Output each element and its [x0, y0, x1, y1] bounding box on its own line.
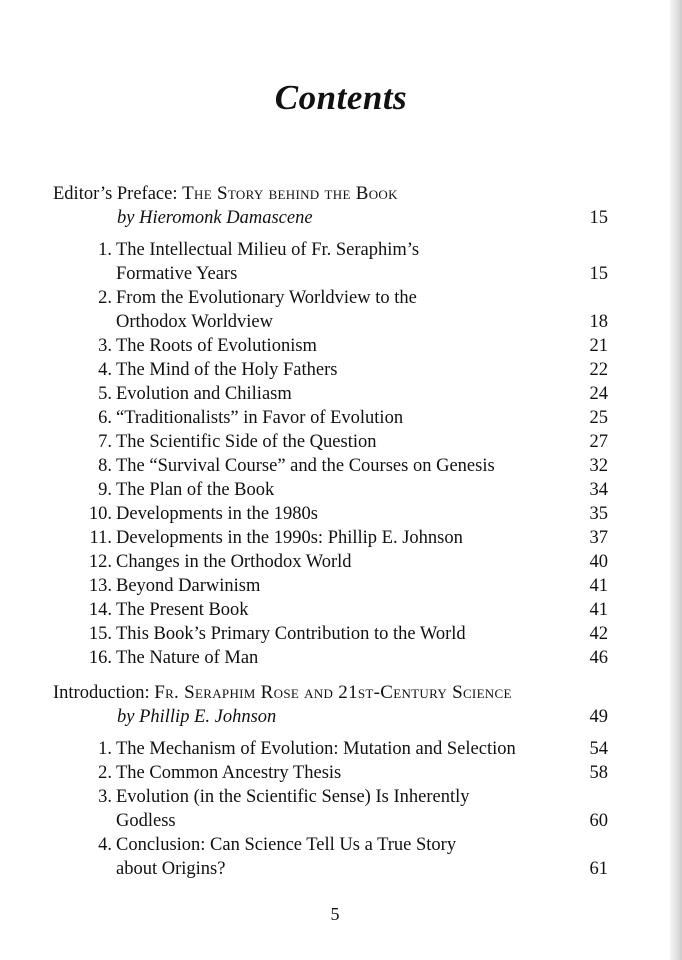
toc-entry-title: Developments in the 1980s [116, 504, 318, 524]
toc-entry-line [80, 834, 456, 856]
toc-entry-title: “Traditionalists” in Favor of Evolution [116, 408, 404, 428]
toc-entry-page: 32 [589, 456, 608, 476]
toc-entry-title: The Scientific Side of the Question [116, 432, 377, 452]
toc-entry-title: The Mind of the Holy Fathers [116, 360, 338, 380]
toc-entry-page: 25 [589, 408, 608, 428]
section-heading-prefix: Editor’s Preface: [53, 184, 183, 204]
toc-entry-line [80, 810, 176, 832]
toc-entry-number: 13. [88, 576, 112, 596]
toc-entry-title: Evolution (in the Scientific Sense) Is Inherently [116, 787, 470, 807]
toc-entry-line [80, 599, 249, 621]
toc-entry-page: 58 [589, 763, 608, 783]
section-heading-title: The Story behind the Book [182, 183, 398, 204]
toc-entry-title: The Present Book [116, 600, 249, 620]
toc-entry-line [80, 287, 417, 309]
toc-entry-number: 12. [88, 552, 112, 572]
toc-entry-page: 22 [589, 360, 608, 380]
toc-entry-line [80, 575, 260, 597]
toc-entry-number: 9. [98, 480, 112, 500]
toc-entry-line [80, 623, 466, 645]
section-byline: by Hieromonk Damascene [117, 208, 313, 228]
section-heading [53, 183, 398, 205]
toc-entry-number: 8. [98, 456, 112, 476]
toc-entry-page: 41 [589, 576, 608, 596]
toc-entry-number: 6. [98, 408, 112, 428]
toc-entry-number: 2. [98, 288, 112, 308]
toc-entry-title: The “Survival Course” and the Courses on Genesis [116, 456, 495, 476]
toc-entry-page: 24 [589, 384, 608, 404]
toc-entry-page: 54 [589, 739, 608, 759]
toc-entry-page: 27 [589, 432, 608, 452]
toc-entry-number: 1. [98, 240, 112, 260]
toc-entry-title: Godless [116, 811, 176, 831]
toc-entry-title: Orthodox Worldview [116, 312, 273, 332]
page-title: Contents [274, 78, 408, 117]
toc-entry-line [80, 551, 352, 573]
toc-entry-number: 11. [89, 528, 112, 548]
toc-entry-title: From the Evolutionary Worldview to the [116, 288, 417, 308]
toc-entry-line [80, 479, 274, 501]
toc-entry-title: This Book’s Primary Contribution to the World [116, 624, 466, 644]
toc-entry-page: 37 [589, 528, 608, 548]
toc-entry-number: 4. [98, 360, 112, 380]
toc-entry-title: Conclusion: Can Science Tell Us a True Story [116, 835, 457, 855]
toc-entry-title: Formative Years [116, 264, 238, 284]
toc-entry-page: 61 [589, 859, 608, 879]
toc-entry-number: 5. [98, 384, 112, 404]
toc-entry-page: 60 [589, 811, 608, 831]
toc-entry-page: 41 [589, 600, 608, 620]
toc-entry-title: The Nature of Man [116, 648, 259, 668]
toc-entry-line [80, 455, 495, 477]
toc-entry-title: The Common Ancestry Thesis [116, 763, 342, 783]
toc-entry-page: 34 [589, 480, 608, 500]
toc-entry-title: The Mechanism of Evolution: Mutation and Selection [116, 739, 516, 759]
toc-entry-line [80, 263, 237, 285]
toc-entry-page: 35 [589, 504, 608, 524]
toc-entry-number: 10. [88, 504, 112, 524]
toc-entry-title: The Roots of Evolutionism [116, 336, 317, 356]
section-byline: by Phillip E. Johnson [117, 707, 277, 727]
page-number: 5 [330, 904, 340, 924]
toc-entry-line [80, 239, 419, 261]
toc-entry-title: Developments in the 1990s: Phillip E. Johnson [116, 528, 463, 548]
toc-entry-line [80, 335, 317, 357]
toc-entry-title: Changes in the Orthodox World [116, 552, 352, 572]
toc-entry-page: 42 [589, 624, 608, 644]
toc-entry-line [80, 407, 403, 429]
byline-page-number: 15 [589, 208, 608, 228]
toc-entry-number: 1. [98, 739, 112, 759]
toc-entry-number: 3. [98, 336, 112, 356]
toc-entry-line [80, 431, 376, 453]
toc-entry-page: 21 [589, 336, 608, 356]
toc-entry-line [80, 503, 318, 525]
toc-entry-number: 15. [88, 624, 112, 644]
toc-entry-number: 3. [98, 787, 112, 807]
toc-entry-page: 46 [589, 648, 608, 668]
toc-entry-title: The Plan of the Book [116, 480, 275, 500]
toc-entry-title: The Intellectual Milieu of Fr. Seraphim’s [116, 240, 420, 260]
section-heading [53, 682, 512, 704]
toc-entry-line [80, 311, 273, 333]
toc-entry-line [80, 786, 469, 808]
toc-entry-title: about Origins? [116, 859, 226, 879]
section-heading-title: Fr. Seraphim Rose and 21st-Century Science [154, 682, 512, 703]
toc-entry-line [80, 762, 341, 784]
toc-entry-line [80, 383, 292, 405]
toc-entry-title: Evolution and Chiliasm [116, 384, 292, 404]
toc-entry-line [80, 359, 337, 381]
toc-entry-page: 40 [589, 552, 608, 572]
toc-entry-line [80, 527, 463, 549]
toc-entry-number: 7. [98, 432, 112, 452]
toc-entry-number: 2. [98, 763, 112, 783]
toc-entry-line [80, 647, 258, 669]
toc-entry-line [80, 738, 516, 760]
toc-entry-number: 16. [88, 648, 112, 668]
toc-entry-page: 18 [589, 312, 608, 332]
toc-entry-line [80, 858, 225, 880]
section-heading-prefix: Introduction: [53, 683, 155, 703]
byline-page-number: 49 [589, 707, 608, 727]
toc-entry-title: Beyond Darwinism [116, 576, 261, 596]
toc-entry-number: 4. [98, 835, 112, 855]
page-edge-shadow [670, 0, 682, 960]
toc-entry-page: 15 [589, 264, 608, 284]
toc-entry-number: 14. [88, 600, 112, 620]
